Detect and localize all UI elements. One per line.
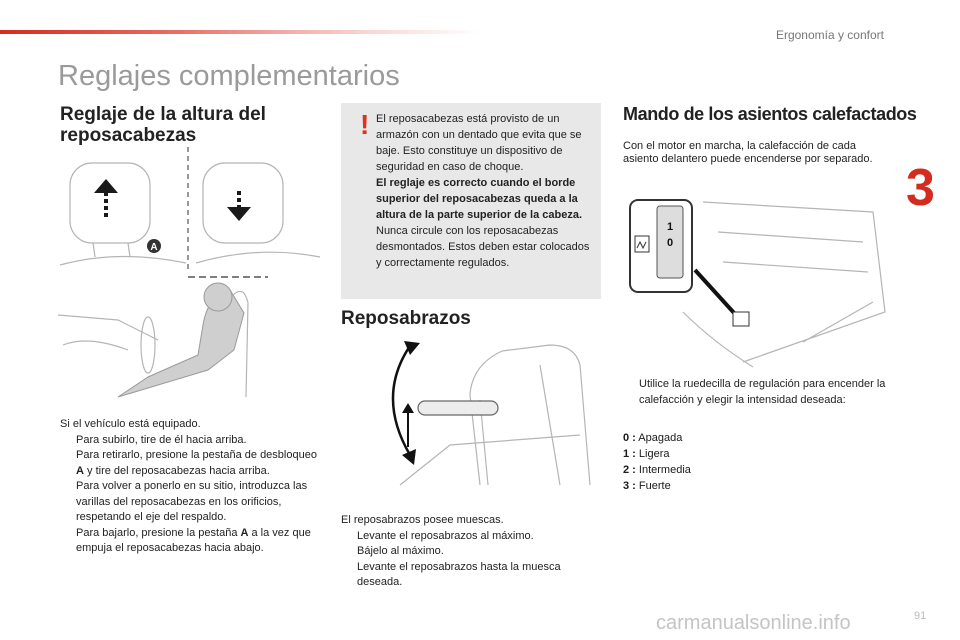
header-red-bar	[0, 30, 480, 34]
heated-title: Mando de los asientos calefactados	[623, 104, 917, 124]
warning-icon: !	[360, 109, 370, 140]
headrest-heading	[60, 104, 320, 146]
scale-row: 0 : Apagada	[623, 432, 683, 444]
armrest-illustration	[380, 335, 604, 487]
list-item: Para retirarlo, presione la pestaña de desbloqueo A y tire del reposacabezas hacia arriba.	[76, 449, 317, 477]
heated-seat-illustration	[623, 192, 888, 370]
armrest-instructions	[341, 513, 601, 591]
watermark: carmanualsonline.info	[656, 612, 851, 634]
heated-instructions	[623, 376, 888, 408]
list-item: Para volver a ponerlo en su sitio, introduzca las varillas del reposacabezas en los orificios, respetando el eje del respaldo.	[76, 480, 308, 523]
chapter-number: 3	[906, 159, 935, 217]
warning-text: El reposacabezas está provisto de un armazón con un dentado que evita que se baje. Esto constituye un dispositivo de seguridad en caso de choque.	[376, 113, 582, 173]
page-number: 91	[914, 610, 927, 622]
section-title: Ergonomía y confort	[775, 28, 884, 42]
heated-intro: Con el motor en marcha, la calefacción de cada asiento delantero puede encenderse por separado.	[623, 140, 873, 165]
list-item: Bájelo al máximo.	[357, 545, 444, 557]
headrest-instructions	[60, 417, 320, 557]
headrest-illustration	[58, 145, 328, 400]
headrest-intro: Si el vehículo está equipado.	[60, 418, 201, 430]
list-item: Para subirlo, tire de él hacia arriba.	[76, 433, 247, 446]
warning-text-2: Nunca circule con los reposacabezas desmontados. Estos deben estar colocados y correctamente regulados.	[376, 225, 590, 269]
warning-box	[341, 103, 601, 299]
scale-row: 2 : Intermedia	[623, 464, 691, 476]
scale-row: 3 : Fuerte	[623, 480, 671, 492]
scale-row: 1 : Ligera	[623, 448, 670, 460]
warning-bold-text: El reglaje es correcto cuando el borde superior del reposacabezas queda a la altura de la parte superior de la cabeza.	[376, 177, 583, 221]
wheel-label-0: 0	[666, 237, 674, 249]
armrest-title: Reposabrazos	[341, 308, 471, 329]
list-item: Para bajarlo, presione la pestaña A a la vez que empuja el reposacabezas hacia abajo.	[76, 526, 311, 554]
headrest-title-line2: reposacabezas	[60, 125, 197, 146]
label-a: A	[150, 242, 158, 253]
heat-scale	[623, 430, 888, 494]
list-item: Levante el reposabrazos al máximo.	[357, 529, 534, 542]
list-item: Utilice la ruedecilla de regulación para encender la calefacción y elegir la intensidad deseada:	[639, 378, 886, 406]
armrest-intro: El reposabrazos posee muescas.	[341, 514, 504, 526]
headrest-title-line1: Reglaje de la altura del	[60, 104, 266, 125]
wheel-label-1: 1	[666, 221, 674, 233]
page-title: Reglajes complementarios	[58, 60, 400, 92]
list-item: Levante el reposabrazos hasta la muesca deseada.	[357, 560, 561, 588]
